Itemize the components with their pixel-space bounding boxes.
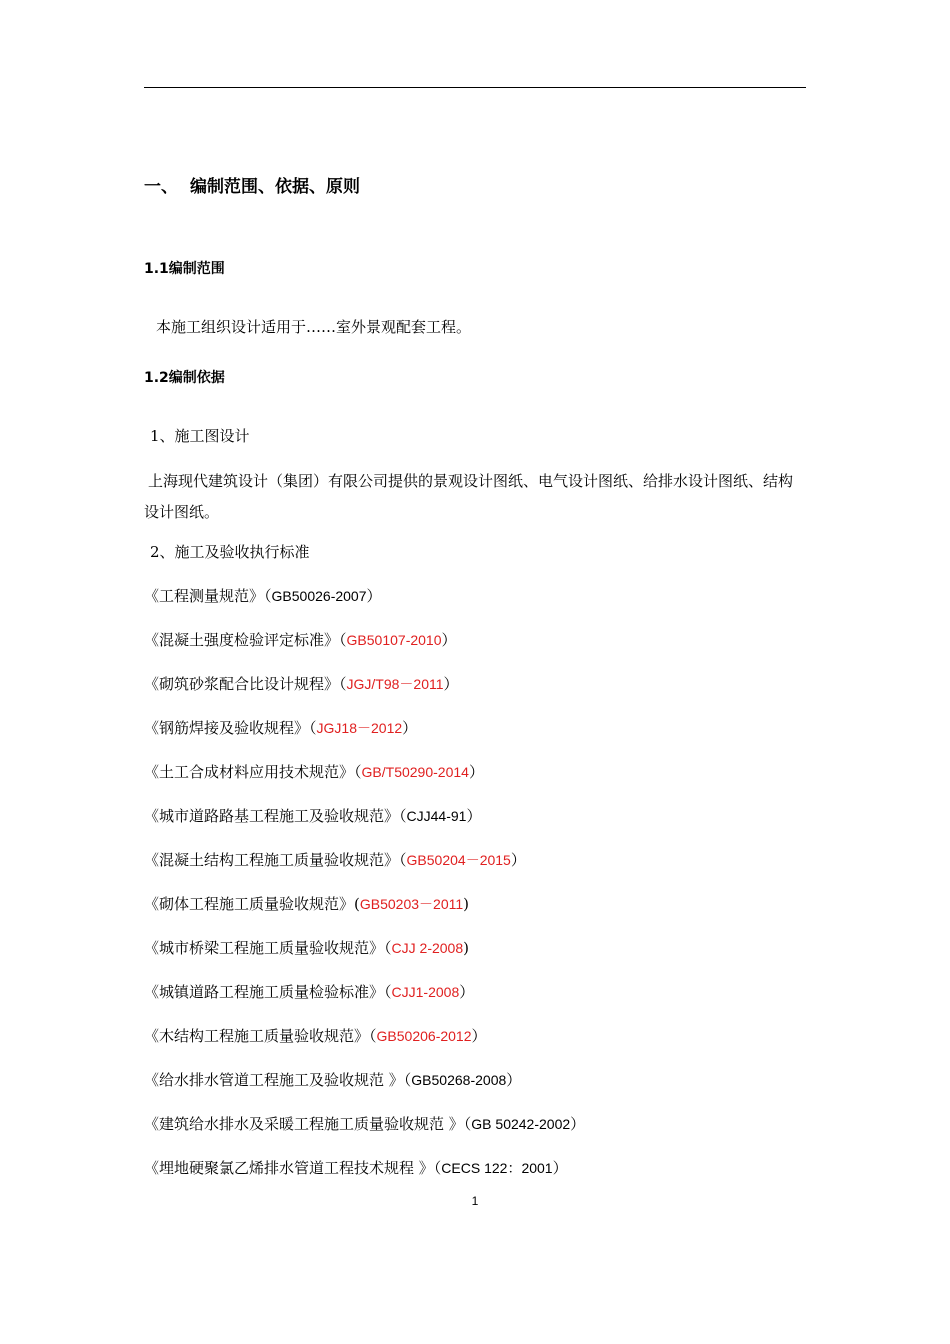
standard-open-paren: （ [384,983,392,1001]
standard-item [144,1158,568,1178]
standard-item [144,674,459,694]
standard-open-paren: （ [264,587,272,605]
standard-open-paren: （ [433,1159,442,1177]
standard-code: CJJ 2-2008 [391,940,464,956]
standard-code: GB50107-2010 [346,632,442,648]
standard-item [144,762,484,782]
standard-code: GB50204－2015 [406,852,511,868]
standard-close-paren: ） [510,851,526,869]
standard-close-paren: ） [366,587,382,605]
standard-name: 《钢筋焊接及验收规程》 [144,719,310,737]
item-1-body: 上海现代建筑设计（集团）有限公司提供的景观设计图纸、电气设计图纸、给排水设计图纸、结构设计图纸。 [144,472,794,521]
chapter-number: 一、 [144,177,178,197]
standard-open-paren: （ [399,807,407,825]
standard-open-paren: （ [463,1115,472,1133]
standard-close-paren: ） [552,1159,568,1177]
standard-item [144,586,382,606]
standard-name: 《城市桥梁工程施工质量验收规范》 [144,939,385,957]
standard-open-paren: （ [399,851,407,869]
standard-close-paren: ） [459,983,475,1001]
standard-item [144,718,417,738]
standard-open-paren: （ [403,1071,412,1089]
standard-name: 《建筑给水排水及采暖工程施工质量验收规范 》 [144,1115,464,1133]
standard-item [144,630,457,650]
standard-close-paren: ） [402,719,418,737]
standard-name: 《城镇道路工程施工质量检验标准》 [144,983,385,1001]
standard-open-paren: （ [339,631,347,649]
standard-item [144,850,526,870]
standard-item [144,894,469,914]
standard-code: CJJ1-2008 [391,984,460,1000]
standard-item [144,982,474,1002]
section-1-1-title: 1.1编制范围 [144,261,225,277]
standard-code: GB/T50290-2014 [361,764,469,780]
standard-close-paren: ） [441,631,457,649]
standard-open-paren: （ [354,763,362,781]
section-1-2-title: 1.2编制依据 [144,370,225,386]
standard-open-paren: （ [384,939,392,957]
chapter-heading [144,177,360,197]
chapter-title: 编制范围、依据、原则 [190,177,360,197]
standard-close-paren: ) [463,895,469,913]
standard-close-paren: ） [506,1071,522,1089]
standard-item [144,1026,487,1046]
standard-close-paren: ) [463,939,469,957]
standard-code: GB50268-2008 [411,1072,507,1088]
standard-code: GB50206-2012 [376,1028,472,1044]
standard-name: 《给水排水管道工程施工及验收规范 》 [144,1071,404,1089]
standard-code: GB50026-2007 [271,588,367,604]
standard-close-paren: ） [443,675,459,693]
standard-item [144,806,481,826]
standard-code: JGJ18－2012 [316,720,403,736]
standard-close-paren: ） [570,1115,586,1133]
standard-name: 《木结构工程施工质量验收规范》 [144,1027,370,1045]
standard-name: 《城市道路路基工程施工及验收规范》 [144,807,400,825]
item-2-title: 2、施工及验收执行标准 [150,543,310,561]
standard-name: 《砌体工程施工质量验收规范》 [144,895,355,913]
standard-code: JGJ/T98－2011 [346,676,444,692]
standard-name: 《砌筑砂浆配合比设计规程》 [144,675,340,693]
standard-close-paren: ） [468,763,484,781]
standard-name: 《土工合成材料应用技术规范》 [144,763,355,781]
standard-name: 《埋地硬聚氯乙烯排水管道工程技术规程 》 [144,1159,434,1177]
standard-open-paren: ( [354,895,360,913]
standard-code: GB 50242-2002 [471,1116,571,1132]
section-1-1-body: 本施工组织设计适用于……室外景观配套工程。 [156,318,472,336]
standard-name: 《工程测量规范》 [144,587,265,605]
page-number: 1 [471,1194,479,1208]
standard-open-paren: （ [309,719,317,737]
standard-close-paren: ） [471,1027,487,1045]
standard-item [144,1114,585,1134]
standard-item [144,1070,521,1090]
standard-close-paren: ） [466,807,482,825]
standard-code: CJJ44-91 [406,808,467,824]
standard-open-paren: （ [339,675,347,693]
standard-code: GB50203－2011 [359,896,464,912]
standard-code: CECS 122：2001 [441,1160,553,1176]
standard-item [144,938,469,958]
header-rule [144,87,806,88]
standard-name: 《混凝土强度检验评定标准》 [144,631,340,649]
standard-open-paren: （ [369,1027,377,1045]
item-1-title: 1、施工图设计 [150,427,250,445]
standard-name: 《混凝土结构工程施工质量验收规范》 [144,851,400,869]
